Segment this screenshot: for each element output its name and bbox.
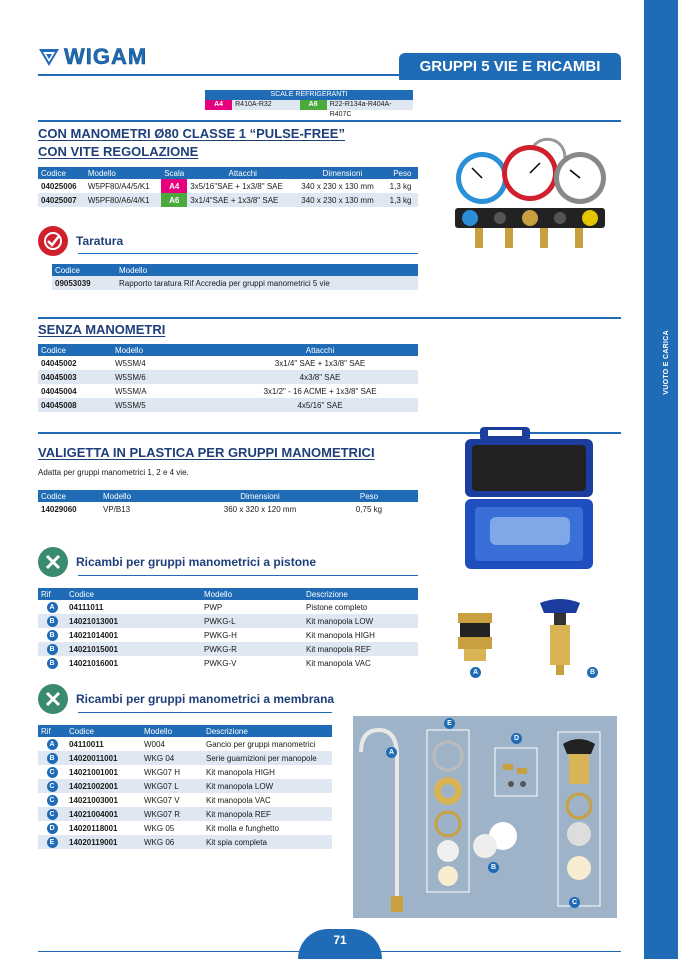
sidebar-band xyxy=(644,0,678,959)
cell-modello: WKG07 L xyxy=(141,779,203,793)
col-header: Scala xyxy=(161,167,187,179)
section3-table xyxy=(38,490,418,516)
taratura-title: Taratura xyxy=(76,234,124,248)
section3-description: Adatta per gruppi manometrici 1, 2 e 4 vie. xyxy=(38,468,189,477)
cell-modello: PWKG-R xyxy=(201,642,303,656)
cell-codice: 14020118001 xyxy=(69,823,118,833)
col-header: Codice xyxy=(66,725,141,737)
photo-label: B xyxy=(587,667,598,678)
cell-codice: 14029060 xyxy=(41,504,77,514)
sidebar-label: VUOTO E CARICA xyxy=(663,330,670,395)
col-header: Modello xyxy=(141,725,203,737)
cell-codice: 04045004 xyxy=(41,386,77,396)
col-header: Modello xyxy=(116,264,418,276)
col-header: Rif xyxy=(38,725,66,737)
cell-modello: Rapporto taratura Rif Accredia per gruppi manometrici 5 vie xyxy=(116,276,418,290)
cell-dimensioni: 340 x 230 x 130 mm xyxy=(298,193,386,207)
scale-legend-title: SCALE REFRIGERANTI xyxy=(205,90,413,100)
cell-modello: W5PF80/A4/5/K1 xyxy=(87,181,150,191)
cell-codice: 14020011001 xyxy=(66,751,141,765)
cell-codice: 14021001001 xyxy=(69,767,118,777)
rif-badge: E xyxy=(47,837,58,848)
cell-codice: 14021016001 xyxy=(69,658,118,668)
divider xyxy=(78,575,418,576)
photo-label: B xyxy=(488,862,499,873)
table-row xyxy=(38,779,332,793)
photo-label: D xyxy=(511,733,522,744)
brand-name: WIGAM xyxy=(64,44,148,69)
a4-badge: A4 xyxy=(205,100,232,110)
col-header: Codice xyxy=(38,167,85,179)
table-row xyxy=(38,384,418,398)
rif-badge: B xyxy=(47,658,58,669)
table-row xyxy=(38,765,332,779)
table-row xyxy=(38,356,418,370)
table-row xyxy=(38,642,418,656)
tools-icon xyxy=(38,547,68,577)
cell-descrizione: Serie guarnizioni per manopole xyxy=(203,751,332,765)
rif-badge: B xyxy=(47,753,58,764)
cell-codice: 14021004001 xyxy=(66,807,141,821)
table-row xyxy=(38,807,332,821)
scale-legend xyxy=(205,90,413,118)
cell-modello: W5PF80/A6/4/K1 xyxy=(85,193,161,207)
cell-modello: WKG 06 xyxy=(141,835,203,849)
section1-title-line2: CON VITE REGOLAZIONE xyxy=(38,144,199,159)
cell-attacchi: 3x1/2" - 16 ACME + 1x3/8" SAE xyxy=(263,386,377,396)
cell-modello: W5SM/6 xyxy=(112,370,222,384)
rif-badge: C xyxy=(47,767,58,778)
col-header: Modello xyxy=(85,167,161,179)
rif-badge: A xyxy=(47,739,58,750)
cell-dimensioni: 360 x 320 x 120 mm xyxy=(223,504,297,514)
table-row xyxy=(38,751,332,765)
cell-attacchi: 3x1/4" SAE + 1x3/8" SAE xyxy=(274,358,366,368)
cell-modello: W004 xyxy=(144,739,165,749)
table-row xyxy=(52,276,418,290)
cell-descrizione: Gancio per gruppi manometrici xyxy=(206,739,316,749)
cell-descrizione: Kit manopola LOW xyxy=(203,779,332,793)
cell-descrizione: Kit manopola HIGH xyxy=(306,630,375,640)
cell-descrizione: Kit manopola HIGH xyxy=(206,767,275,777)
a4-refrigerants: R410A-R32 xyxy=(235,101,272,108)
cell-codice: 04045008 xyxy=(38,398,112,412)
scale-badge-a6: A6 xyxy=(161,193,187,207)
section3-title: VALIGETTA IN PLASTICA PER GRUPPI MANOMETRICI xyxy=(38,445,375,460)
cell-modello: PWKG-L xyxy=(201,614,303,628)
rif-badge: B xyxy=(47,644,58,655)
col-header: Codice xyxy=(38,490,100,502)
photo-label: A xyxy=(386,747,397,758)
cell-codice: 14021002001 xyxy=(66,779,141,793)
cell-descrizione: Kit manopola REF xyxy=(203,807,332,821)
table-row xyxy=(38,370,418,384)
cell-modello: WKG 05 xyxy=(144,823,175,833)
rif-badge: B xyxy=(47,616,58,627)
cell-descrizione: Kit manopola VAC xyxy=(306,658,371,668)
cell-modello: W5SM/5 xyxy=(112,398,222,412)
col-header: Codice xyxy=(38,344,112,356)
cell-codice: 04045002 xyxy=(41,358,77,368)
col-header: Modello xyxy=(201,588,303,600)
col-header: Codice xyxy=(66,588,201,600)
ricambi-pistone-title: Ricambi per gruppi manometrici a pistone xyxy=(76,555,317,569)
section-rule xyxy=(38,120,621,122)
section2-title: SENZA MANOMETRI xyxy=(38,322,166,337)
cell-attacchi: 4x5/16" SAE xyxy=(222,398,418,412)
table-row xyxy=(38,793,332,807)
cell-attacchi: 4x3/8" SAE xyxy=(222,370,418,384)
cell-modello: WKG07 R xyxy=(141,807,203,821)
cell-modello: WKG07 H xyxy=(144,767,181,777)
ricambi-membrana-heading xyxy=(38,684,334,714)
rif-badge: B xyxy=(47,630,58,641)
calibration-check-icon xyxy=(38,226,68,256)
cell-codice: 14021013001 xyxy=(66,614,201,628)
col-header: Peso xyxy=(320,490,418,502)
col-header: Peso xyxy=(387,167,418,179)
col-header: Codice xyxy=(52,264,116,276)
ricambi-pistone-heading xyxy=(38,547,316,577)
col-header: Attacchi xyxy=(222,344,418,356)
manifold-gauge-photo xyxy=(440,128,620,268)
table-row xyxy=(38,835,332,849)
section-rule xyxy=(38,317,621,319)
cell-modello: PWKG-H xyxy=(204,630,237,640)
cell-codice: 04111011 xyxy=(69,602,104,612)
table-row xyxy=(38,600,418,614)
ricambi-pistone-table xyxy=(38,588,418,670)
section2-table xyxy=(38,344,418,412)
cell-descrizione: Kit manopola VAC xyxy=(206,795,271,805)
table-row xyxy=(38,179,418,193)
section1-table xyxy=(38,167,418,207)
table-row xyxy=(38,502,418,516)
cell-modello: W5SM/4 xyxy=(115,358,146,368)
cell-peso: 1,3 kg xyxy=(387,193,418,207)
cell-modello: WKG 04 xyxy=(141,751,203,765)
cell-codice: 04045003 xyxy=(38,370,112,384)
page-title: GRUPPI 5 VIE E RICAMBI xyxy=(399,53,621,80)
taratura-heading xyxy=(38,226,123,256)
cell-descrizione: Kit manopola REF xyxy=(303,642,418,656)
page-number: 71 xyxy=(298,929,382,959)
cell-attacchi: 3x5/16"SAE + 1x3/8" SAE xyxy=(190,181,283,191)
tools-icon xyxy=(38,684,68,714)
plastic-case-photo xyxy=(460,425,600,575)
cell-descrizione: Pistone completo xyxy=(306,602,368,612)
rif-badge: C xyxy=(47,809,58,820)
photo-label: E xyxy=(444,718,455,729)
col-header: Rif xyxy=(38,588,66,600)
rif-badge: A xyxy=(47,602,58,613)
divider xyxy=(78,253,418,254)
rif-badge: D xyxy=(47,823,58,834)
cell-modello: PWKG-V xyxy=(204,658,237,668)
cell-codice: 14021003001 xyxy=(69,795,118,805)
table-row xyxy=(38,737,332,751)
taratura-table xyxy=(52,264,418,290)
a6-refrigerants: R22-R134a-R404A-R407C xyxy=(329,101,392,118)
a6-badge: A6 xyxy=(300,100,327,110)
cell-modello: WKG07 V xyxy=(144,795,180,805)
table-row xyxy=(38,821,332,835)
cell-descrizione: Kit manopola LOW xyxy=(303,614,418,628)
col-header: Dimensioni xyxy=(200,490,320,502)
table-row xyxy=(38,193,418,207)
cell-codice: 04025006 xyxy=(41,181,77,191)
cell-modello: VP/B13 xyxy=(103,504,131,514)
section1-title-line1: CON MANOMETRI Ø80 CLASSE 1 “PULSE-FREE” xyxy=(38,126,345,141)
wigam-logo-icon xyxy=(38,46,60,68)
cell-codice: 04110011 xyxy=(69,739,104,749)
brand-logo xyxy=(38,44,147,70)
scale-badge-a4: A4 xyxy=(161,179,187,193)
cell-modello: PWP xyxy=(204,602,223,612)
cell-attacchi: 3x1/4"SAE + 1x3/8" SAE xyxy=(187,193,298,207)
col-header: Dimensioni xyxy=(298,167,386,179)
cell-codice: 09053039 xyxy=(52,276,116,290)
col-header: Modello xyxy=(112,344,222,356)
table-row xyxy=(38,398,418,412)
ricambi-membrana-table xyxy=(38,725,332,849)
cell-dimensioni: 340 x 230 x 130 mm xyxy=(301,181,374,191)
table-row xyxy=(38,614,418,628)
cell-codice: 04025007 xyxy=(38,193,85,207)
table-row xyxy=(38,656,418,670)
cell-modello: W5SM/A xyxy=(115,386,147,396)
photo-label: A xyxy=(470,667,481,678)
rif-badge: C xyxy=(47,795,58,806)
col-header: Descrizione xyxy=(303,588,418,600)
col-header: Modello xyxy=(100,490,200,502)
cell-descrizione: Kit molla e funghetto xyxy=(206,823,279,833)
cell-descrizione: Kit spia completa xyxy=(203,835,332,849)
divider xyxy=(78,712,332,713)
table-row xyxy=(38,628,418,642)
cell-peso: 1,3 kg xyxy=(389,181,412,191)
col-header: Attacchi xyxy=(187,167,298,179)
cell-codice: 14021015001 xyxy=(66,642,201,656)
cell-peso: 0,75 kg xyxy=(355,504,383,514)
photo-label: C xyxy=(569,897,580,908)
ricambi-membrana-title: Ricambi per gruppi manometrici a membrana xyxy=(76,692,335,706)
rif-badge: C xyxy=(47,781,58,792)
cell-codice: 14020119001 xyxy=(66,835,141,849)
cell-codice: 14021014001 xyxy=(69,630,118,640)
col-header: Descrizione xyxy=(203,725,332,737)
